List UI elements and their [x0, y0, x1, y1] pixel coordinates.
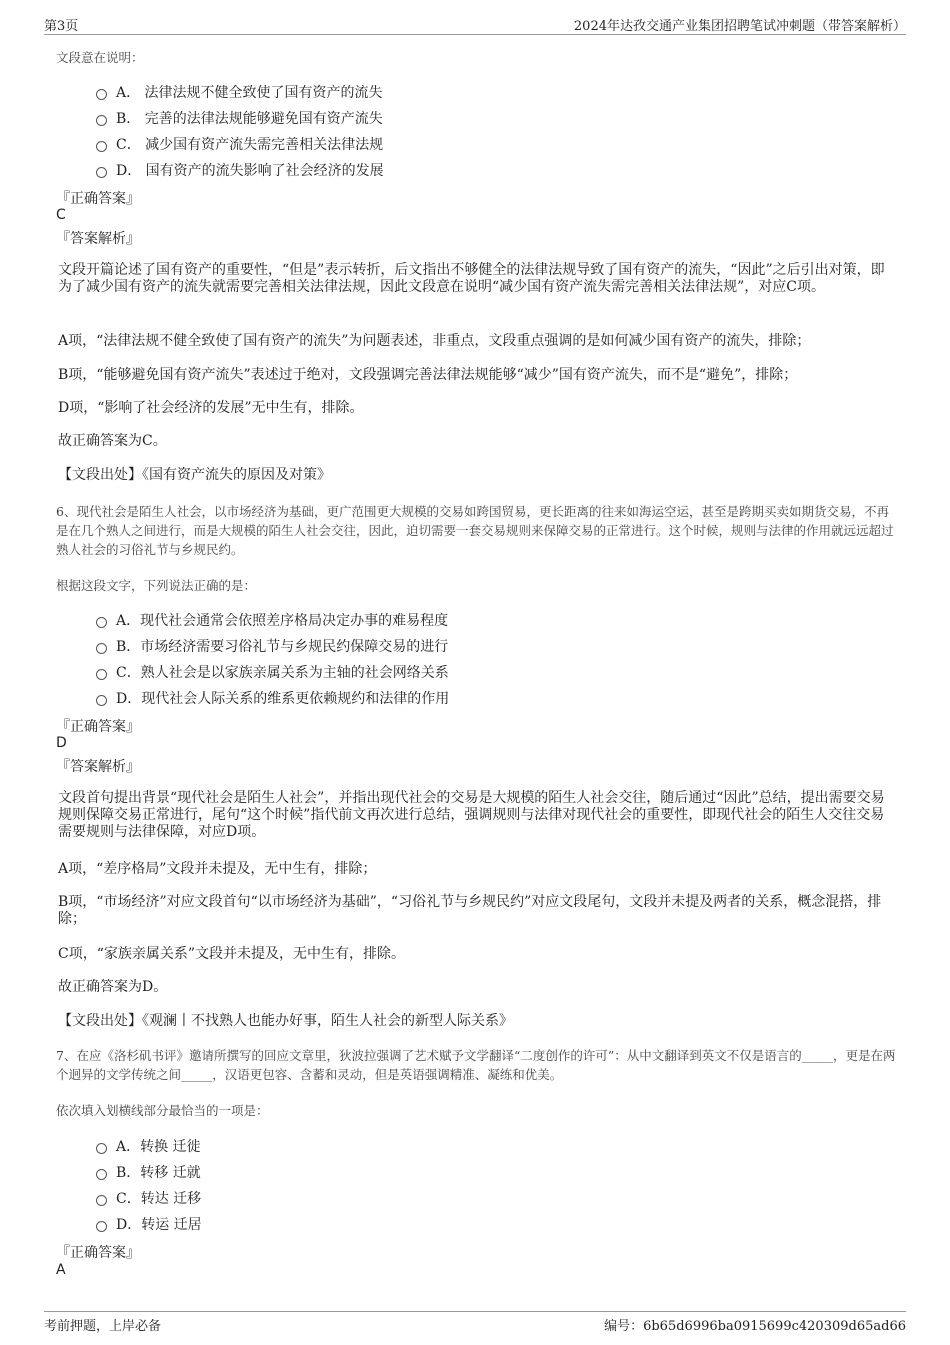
q5-answer: C — [56, 207, 66, 223]
radio-icon[interactable] — [96, 167, 107, 178]
document-id: 编号：6b65d6996ba0915699c420309d65ad66 — [604, 1319, 906, 1334]
q5-stem-tail: 文段意在说明： — [56, 50, 144, 65]
page-header — [44, 14, 906, 35]
q7-prompt: 依次填入划横线部分最恰当的一项是： — [56, 1103, 269, 1118]
q7-option-c[interactable]: C．转达 迁移 — [96, 1188, 201, 1208]
q6-analysis-4: C项，“家族亲属关系”文段并未提及，无中生有，排除。 — [58, 946, 406, 962]
q6-option-a[interactable]: A．现代社会通常会依照差序格局决定办事的难易程度 — [96, 610, 448, 630]
q5-option-c[interactable]: C． 减少国有资产流失需完善相关法律法规 — [96, 134, 383, 154]
q6-stem: 6、现代社会是陌生人社会，以市场经济为基础，更广范围更大规模的交易如跨国贸易，更长距离的往来如海运空运，甚至是跨期买卖如期货交易，不再是在几个熟人之间进行，而是大规模的陌生人社会交往，因此，迫切需要一套交易规则来保障交易的正常进行。这个时候，规则与法律的作用就远远超过熟人社会的习俗礼节与乡规民约。 — [56, 504, 894, 557]
q5-analysis-4: D项，“影响了社会经济的发展”无中生有，排除。 — [58, 400, 364, 416]
q6-answer-label: 『正确答案』 — [56, 719, 140, 735]
q6-prompt: 根据这段文字，下列说法正确的是： — [56, 578, 257, 593]
page-number: 第3页 — [44, 19, 79, 34]
radio-icon[interactable] — [96, 1195, 107, 1206]
q5-analysis-3: B项，“能够避免国有资产流失”表述过于绝对，文段强调完善法律法规能够“减少”国有资产流失，而不是“避免”，排除； — [58, 367, 798, 383]
radio-icon[interactable] — [96, 89, 107, 100]
footer-slogan: 考前押题，上岸必备 — [44, 1319, 162, 1334]
q6-analysis-3: B项，“市场经济”对应文段首句“以市场经济为基础”，“习俗礼节与乡规民约”对应文段尾句，文段并未提及两者的关系，概念混搭，排除； — [58, 894, 882, 927]
radio-icon[interactable] — [96, 643, 107, 654]
q5-option-b[interactable]: B． 完善的法律法规能够避免国有资产流失 — [96, 108, 383, 128]
radio-icon[interactable] — [96, 669, 107, 680]
q5-analysis-1: 文段开篇论述了国有资产的重要性，“但是”表示转折，后文指出不够健全的法律法规导致了国有资产的流失，“因此”之后引出对策，即为了减少国有资产的流失就需要完善相关法律法规，因此文段意在说明“减少国有资产流失需完善相关法律法规”，对应C项。 — [58, 262, 885, 295]
radio-icon[interactable] — [96, 115, 107, 126]
q6-source: 【文段出处】《观澜丨不找熟人也能办好事，陌生人社会的新型人际关系》 — [58, 1013, 513, 1029]
q5-option-d[interactable]: D． 国有资产的流失影响了社会经济的发展 — [96, 160, 384, 180]
q6-analysis-2: A项，“差序格局”文段并未提及，无中生有，排除； — [58, 861, 377, 877]
q6-answer: D — [56, 735, 67, 751]
radio-icon[interactable] — [96, 695, 107, 706]
document-title: 2024年达孜交通产业集团招聘笔试冲刺题（带答案解析） — [573, 19, 906, 34]
q7-option-b[interactable]: B．转移 迁就 — [96, 1162, 201, 1182]
radio-icon[interactable] — [96, 141, 107, 152]
q5-analysis-2: A项，“法律法规不健全致使了国有资产的流失”为问题表述，非重点，文段重点强调的是如何减少国有资产的流失，排除； — [58, 333, 811, 349]
q7-stem: 7、在应《洛杉矶书评》邀请所撰写的回应文章里，狄波拉强调了艺术赋予文学翻译“二度创作的许可”：从中文翻译到英文不仅是语言的_____，更是在两个迥异的文学传统之间_____，汉语更包容、含蓄和灵动，但是英语强调精准、凝练和优美。 — [56, 1048, 896, 1082]
q5-analysis-5: 故正确答案为C。 — [58, 433, 167, 449]
radio-icon[interactable] — [96, 1143, 107, 1154]
radio-icon[interactable] — [96, 1169, 107, 1180]
q7-option-a[interactable]: A．转换 迁徙 — [96, 1136, 201, 1156]
q7-answer-label: 『正确答案』 — [56, 1245, 140, 1261]
q6-analysis-5: 故正确答案为D。 — [58, 979, 168, 995]
radio-icon[interactable] — [96, 617, 107, 628]
page-footer — [44, 1311, 906, 1335]
q7-option-d[interactable]: D．转运 迁居 — [96, 1214, 202, 1234]
q6-analysis-label: 『答案解析』 — [56, 759, 140, 775]
q5-source: 【文段出处】《国有资产流失的原因及对策》 — [58, 467, 331, 483]
q6-analysis-1: 文段首句提出背景“现代社会是陌生人社会”，并指出现代社会的交易是大规模的陌生人社会交往，随后通过“因此”总结，提出需要交易规则保障交易正常进行，尾句“这个时候”指代前文再次进行总结，强调规则与法律对现代社会的重要性，即现代社会的陌生人交往交易需要规则与法律保障，对应D项。 — [58, 790, 885, 840]
q7-answer: A — [56, 1262, 66, 1278]
radio-icon[interactable] — [96, 1221, 107, 1232]
q6-option-c[interactable]: C．熟人社会是以家族亲属关系为主轴的社会网络关系 — [96, 662, 449, 682]
q5-option-a[interactable]: A． 法律法规不健全致使了国有资产的流失 — [96, 82, 383, 102]
q6-option-b[interactable]: B．市场经济需要习俗礼节与乡规民约保障交易的进行 — [96, 636, 448, 656]
q5-analysis-label: 『答案解析』 — [56, 231, 140, 247]
q6-option-d[interactable]: D．现代社会人际关系的维系更依赖规约和法律的作用 — [96, 688, 449, 708]
q5-answer-label: 『正确答案』 — [56, 191, 140, 207]
